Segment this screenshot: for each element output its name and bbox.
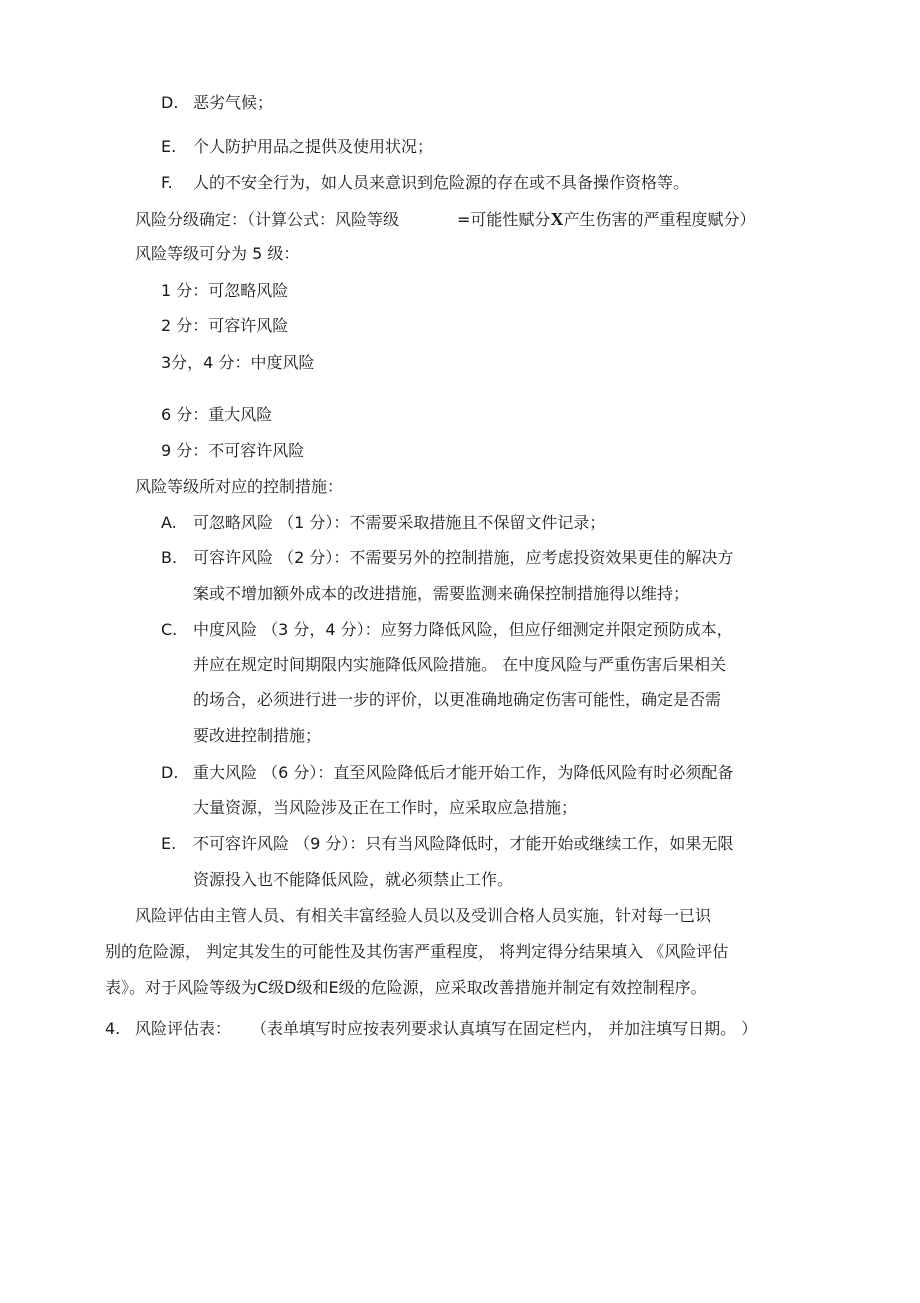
- level-item: 3分，4 分：中度风险: [161, 353, 315, 372]
- section-title: 风险评估表：: [135, 1019, 232, 1038]
- paragraph-line: 风险评估由主管人员、有相关丰富经验人员以及受训合格人员实施，针对每一已识: [135, 906, 712, 925]
- list-item: [161, 93, 273, 113]
- measure-text: 中度风险 （3 分，4 分）：应努力降低风险，但应仔细测定并限定预防成本，: [193, 620, 733, 639]
- levels-intro: 风险等级可分为 5 级：: [135, 244, 300, 263]
- list-marker: D.: [161, 763, 179, 782]
- measure-text-cont: 要改进控制措施；: [193, 726, 322, 745]
- measure-item-c: [161, 620, 733, 640]
- section-heading: [105, 1019, 757, 1039]
- list-marker: E.: [161, 137, 177, 156]
- list-marker: F.: [161, 173, 173, 192]
- formula-line: [135, 209, 755, 230]
- measure-item-b: [161, 548, 733, 568]
- list-marker: C.: [161, 620, 178, 639]
- measure-text-cont: 大量资源，当风险涉及正在工作时，应采取应急措施；: [193, 798, 578, 817]
- measure-text: 不可容许风险 （9 分）：只有当风险降低时，才能开始或继续工作，如果无限: [193, 834, 734, 853]
- list-text: 个人防护用品之提供及使用状况；: [193, 137, 434, 156]
- level-item: 1 分：可忽略风险: [161, 281, 289, 300]
- level-item: 6 分：重大风险: [161, 405, 273, 424]
- list-text: 恶劣气候；: [193, 93, 274, 112]
- measure-item-d: [161, 763, 733, 783]
- measure-text-cont: 的场合，必须进行进一步的评价，以更准确地确定伤害可能性，确定是否需: [193, 690, 722, 709]
- measure-text: 可忽略风险 （1 分）：不需要采取措施且不保留文件记录；: [193, 513, 606, 532]
- measure-text: 可容许风险 （2 分）：不需要另外的控制措施，应考虑投资效果更佳的解决方: [193, 548, 734, 567]
- list-marker: D.: [161, 93, 179, 112]
- measure-text: 重大风险 （6 分）：直至风险降低后才能开始工作，为降低风险有时必须配备: [193, 763, 734, 782]
- measure-item-e: [161, 834, 733, 854]
- section-note: （表单填写时应按表列要求认真填写在固定栏内， 并加注填写日期。 ）: [251, 1019, 758, 1038]
- list-item: [161, 137, 433, 157]
- list-text: 人的不安全行为，如人员来意识到危险源的存在或不具备操作资格等。: [193, 173, 690, 192]
- measure-text-cont: 案或不增加额外成本的改进措施，需要监测来确保控制措施得以维持；: [193, 584, 690, 603]
- list-item: [161, 173, 689, 193]
- list-marker: B.: [161, 548, 178, 567]
- formula-part1: 风险分级确定：（计算公式：风险等级: [135, 210, 400, 229]
- list-marker: E.: [161, 834, 177, 853]
- formula-multiply: X: [550, 209, 564, 229]
- formula-part2: =可能性赋分: [457, 210, 551, 229]
- measure-text-cont: 资源投入也不能降低风险，就必须禁止工作。: [193, 870, 514, 889]
- measures-intro: 风险等级所对应的控制措施：: [135, 477, 344, 496]
- paragraph-line: 表》。对于风险等级为C级D级和E级的危险源，应采取改善措施并制定有效控制程序。: [105, 978, 707, 997]
- list-marker: A.: [161, 513, 177, 532]
- measure-text-cont: 并应在规定时间期限内实施降低风险措施。 在中度风险与严重伤害后果相关: [193, 655, 727, 674]
- level-item: 9 分：不可容许风险: [161, 441, 305, 460]
- measure-item-a: [161, 513, 605, 533]
- section-number: 4.: [105, 1019, 121, 1038]
- formula-part3: 产生伤害的严重程度赋分）: [563, 210, 756, 229]
- level-item: 2 分：可容许风险: [161, 316, 289, 335]
- paragraph-line: 别的危险源， 判定其发生的可能性及其伤害严重程度， 将判定得分结果填入 《风险评估: [105, 942, 729, 961]
